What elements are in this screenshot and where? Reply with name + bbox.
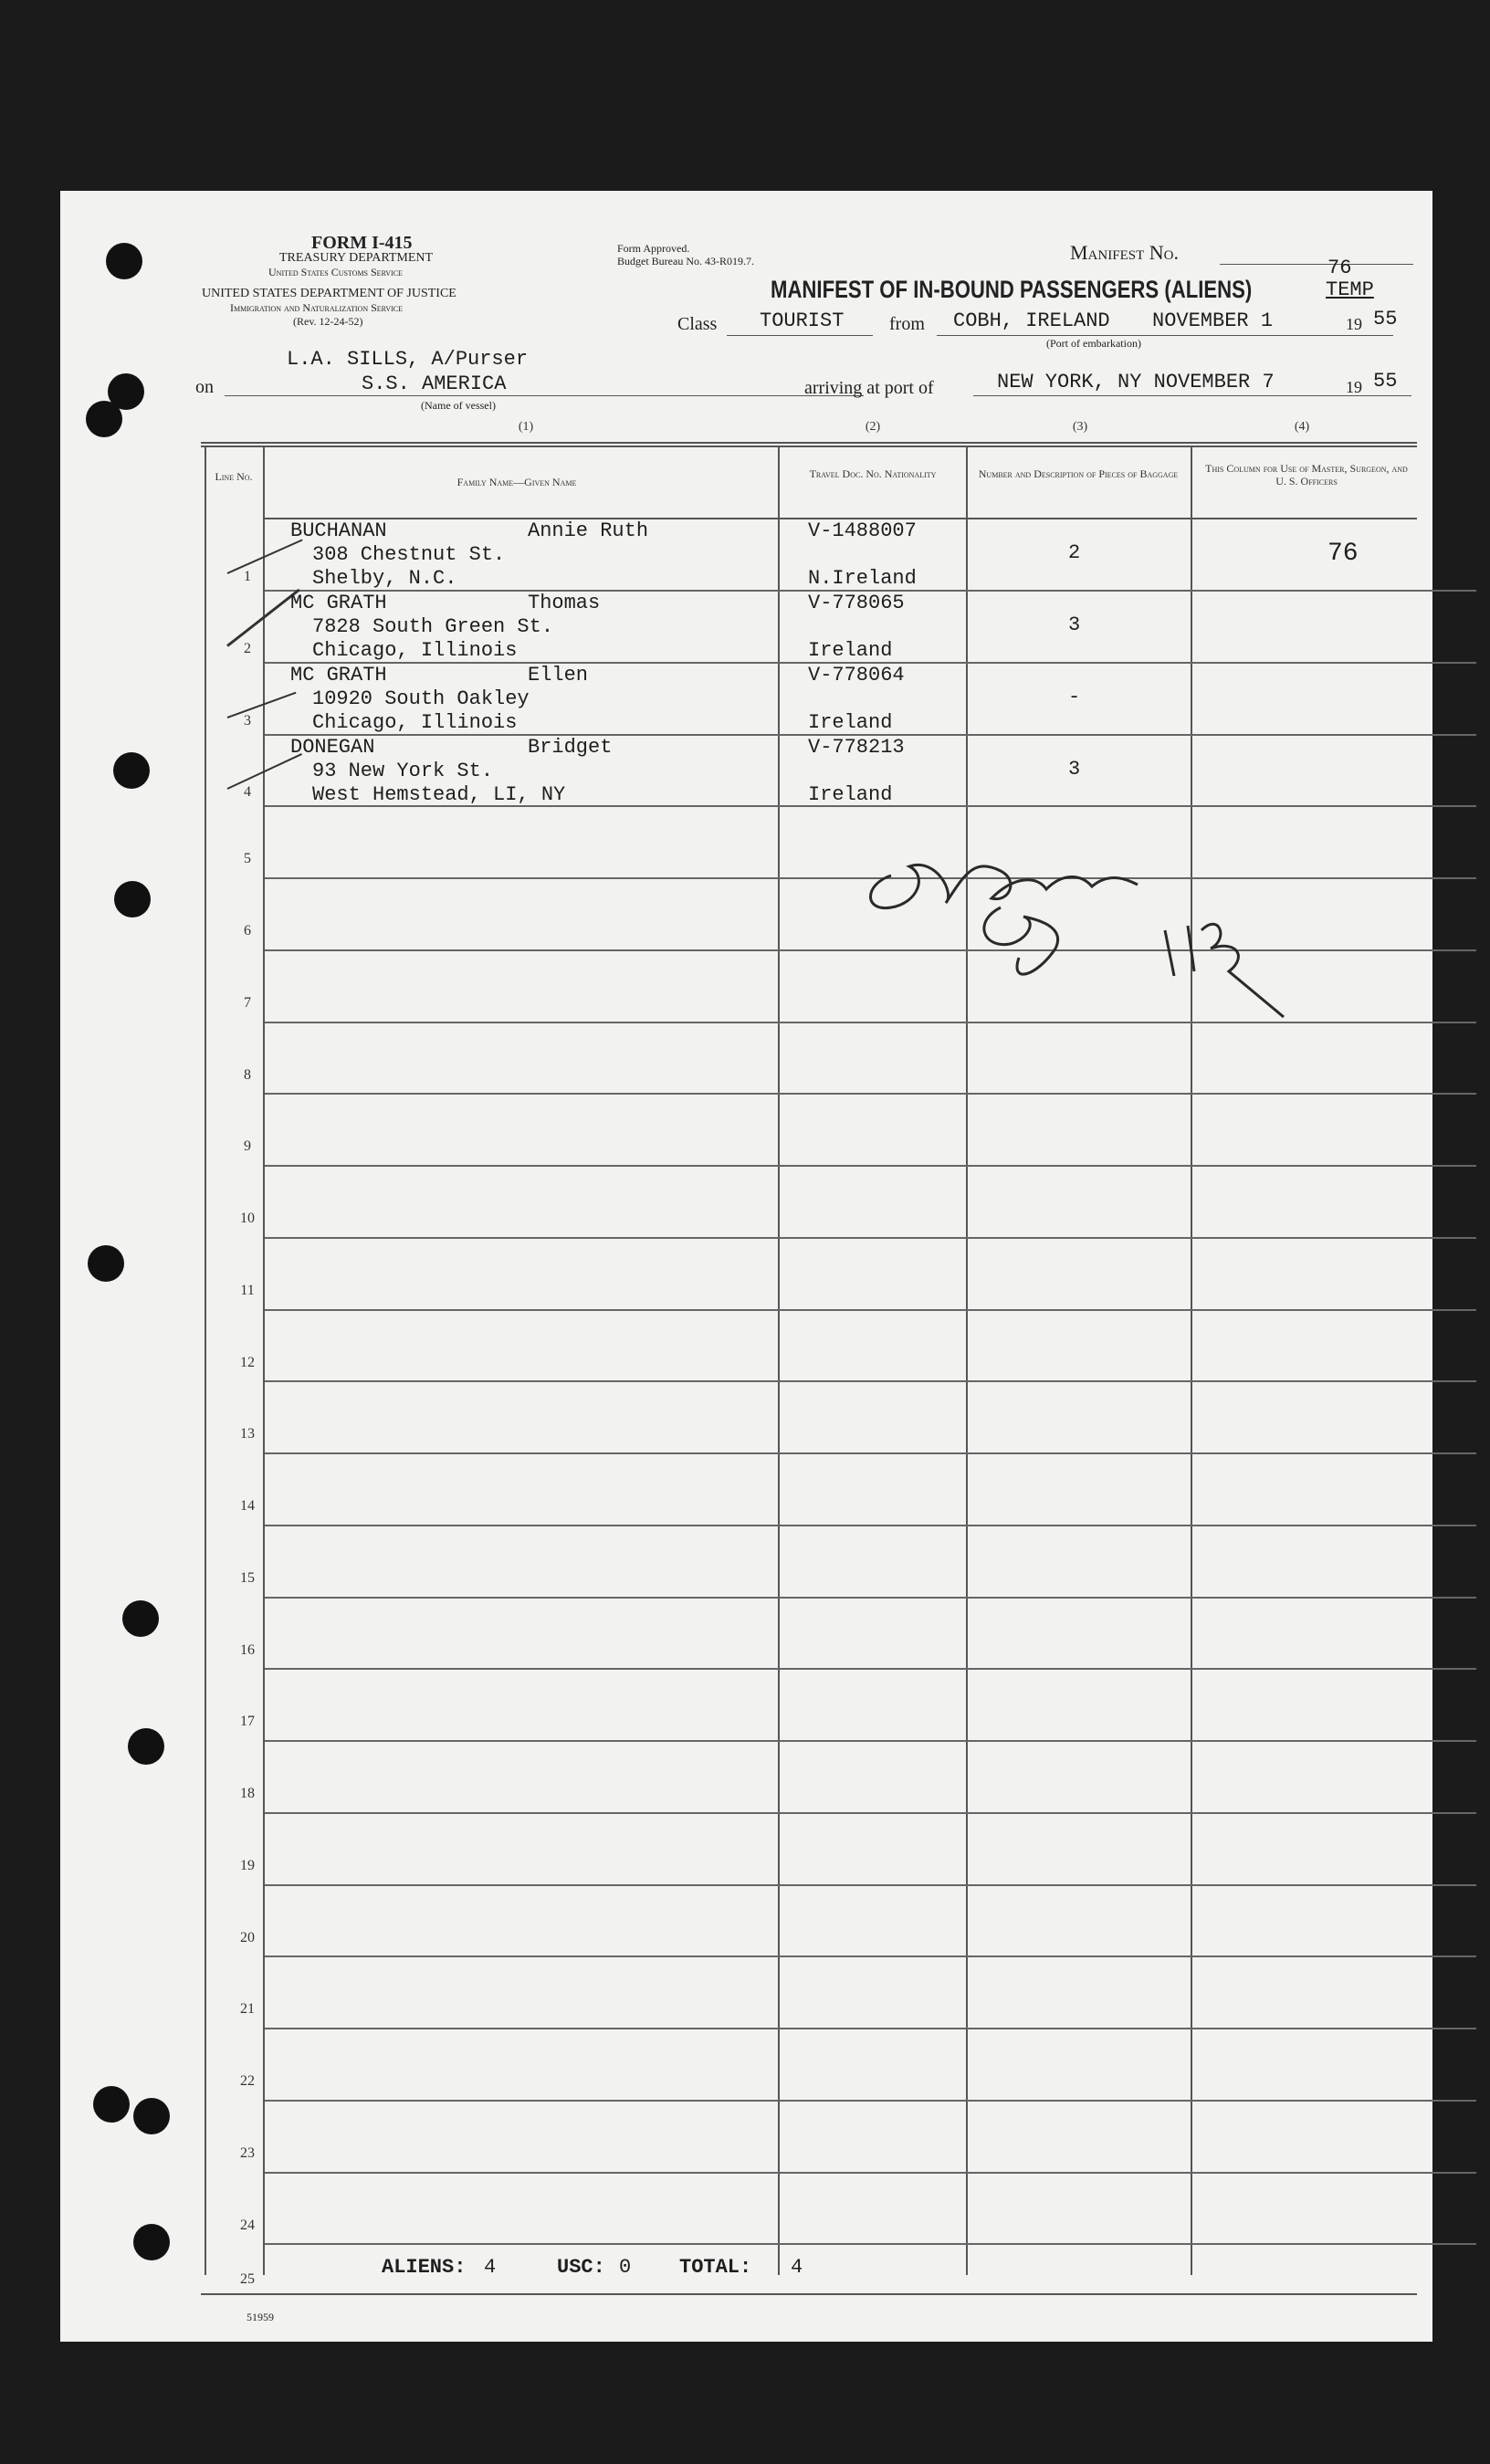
- address-line-1: 93 New York St.: [312, 760, 494, 782]
- line-number: 20: [240, 1930, 255, 1945]
- budget-bureau: Budget Bureau No. 43-R019.7.: [617, 255, 754, 267]
- col-num-4: (4): [1294, 420, 1310, 434]
- punch-hole: [113, 752, 150, 789]
- ins-service: Immigration and Naturalization Service: [230, 301, 404, 314]
- line-number: 23: [240, 2145, 255, 2161]
- family-name: MC GRATH: [290, 664, 387, 687]
- line-number: 7: [244, 995, 251, 1011]
- address-line-1: 308 Chestnut St.: [312, 543, 506, 566]
- line-number: 16: [240, 1642, 255, 1658]
- col-header-name: Family Name—Given Name: [456, 476, 577, 488]
- from-label: from: [889, 314, 925, 334]
- line-number: 9: [244, 1138, 251, 1154]
- line-number: 24: [240, 2218, 255, 2233]
- col-header-officers: This Column for Use of Master, Surgeon, and U. S. Officers: [1205, 462, 1408, 488]
- punch-hole: [114, 881, 151, 917]
- line-number: 17: [240, 1714, 255, 1729]
- nationality: N.Ireland: [808, 567, 917, 590]
- baggage-count: 2: [1068, 541, 1081, 564]
- address-line-2: Chicago, Illinois: [312, 711, 518, 734]
- total-count: 4: [791, 2256, 803, 2279]
- vessel-caption: (Name of vessel): [421, 399, 496, 412]
- line-number: 8: [244, 1067, 251, 1083]
- address-line-1: 7828 South Green St.: [312, 615, 554, 638]
- baggage-count: 3: [1068, 758, 1081, 781]
- line-number: 2: [244, 641, 251, 656]
- address-line-2: Chicago, Illinois: [312, 639, 518, 662]
- treasury-dept: TREASURY DEPARTMENT: [279, 251, 434, 265]
- manifest-no-label: Manifest No.: [1070, 241, 1179, 264]
- given-name: Thomas: [528, 592, 601, 614]
- from-value: COBH, IRELAND: [953, 309, 1110, 332]
- punch-hole: [122, 1600, 159, 1637]
- purser: L.A. SILLS, A/Purser: [287, 348, 529, 371]
- punch-hole: [93, 2086, 130, 2123]
- line-number: 5: [244, 851, 251, 866]
- address-line-2: Shelby, N.C.: [312, 567, 457, 590]
- manifest-suffix: TEMP: [1326, 278, 1374, 301]
- address-line-2: West Hemstead, LI, NY: [312, 783, 566, 806]
- year-1: 55: [1373, 308, 1398, 330]
- nationality: Ireland: [808, 639, 893, 662]
- justice-dept: UNITED STATES DEPARTMENT OF JUSTICE: [202, 287, 456, 300]
- travel-doc-no: V-778064: [808, 664, 905, 687]
- class-label: Class: [677, 314, 718, 334]
- travel-doc-no: V-778213: [808, 736, 905, 759]
- baggage-count: -: [1068, 686, 1081, 708]
- col-num-3: (3): [1072, 420, 1088, 434]
- aliens-count: 4: [484, 2256, 497, 2279]
- line-number: 1: [244, 569, 251, 584]
- year-prefix-1: 19: [1346, 315, 1362, 333]
- line-number: 6: [244, 923, 251, 938]
- family-name: BUCHANAN: [290, 519, 387, 542]
- year-prefix-2: 19: [1346, 378, 1362, 396]
- family-name: DONEGAN: [290, 736, 375, 759]
- arrival-port: NEW YORK, NY NOVEMBER 7: [997, 371, 1275, 393]
- travel-doc-no: V-778065: [808, 592, 905, 614]
- manifest-no: 76: [1327, 257, 1352, 279]
- class-value: TOURIST: [760, 309, 845, 332]
- officer-signature: [855, 821, 1348, 1076]
- punch-hole: [133, 2098, 170, 2134]
- total-label: TOTAL:: [679, 2256, 752, 2279]
- line-number: 4: [244, 784, 251, 800]
- on-label: on: [195, 377, 214, 397]
- nationality: Ireland: [808, 783, 893, 806]
- punch-hole: [88, 1245, 124, 1282]
- line-number: 21: [240, 2001, 255, 2017]
- nationality: Ireland: [808, 711, 893, 734]
- col-header-baggage: Number and Description of Pieces of Baggage: [978, 467, 1179, 480]
- address-line-1: 10920 South Oakley: [312, 687, 530, 710]
- punch-hole: [128, 1728, 164, 1765]
- manifest-title: MANIFEST OF IN-BOUND PASSENGERS (ALIENS): [771, 276, 1253, 303]
- form-number: FORM I-415: [311, 233, 413, 253]
- revision: (Rev. 12-24-52): [293, 315, 363, 328]
- usc-count: 0: [619, 2256, 632, 2279]
- line-number: 25: [240, 2271, 255, 2287]
- line-number: 10: [240, 1211, 255, 1226]
- punch-hole: [86, 401, 122, 437]
- line-number: 18: [240, 1786, 255, 1801]
- manifest-page: [60, 191, 1432, 2342]
- usc-label: USC:: [557, 2256, 605, 2279]
- punch-hole: [133, 2224, 170, 2260]
- col-header-line: Line No.: [215, 470, 253, 483]
- punch-hole: [106, 243, 142, 279]
- given-name: Ellen: [528, 664, 589, 687]
- form-approved: Form Approved.: [617, 242, 690, 255]
- line-number: 13: [240, 1426, 255, 1442]
- port-embark-caption: (Port of embarkation): [1046, 337, 1141, 350]
- line-number: 22: [240, 2073, 255, 2089]
- footer-code: 51959: [247, 2311, 274, 2323]
- line-number: 3: [244, 713, 251, 729]
- family-name: MC GRATH: [290, 592, 387, 614]
- line-number: 14: [240, 1498, 255, 1514]
- given-name: Bridget: [528, 736, 613, 759]
- line-number: 15: [240, 1570, 255, 1586]
- embark-date: NOVEMBER 1: [1152, 309, 1274, 332]
- travel-doc-no: V-1488007: [808, 519, 917, 542]
- col-num-1: (1): [518, 420, 534, 434]
- col-num-2: (2): [865, 420, 881, 434]
- given-name: Annie Ruth: [528, 519, 649, 542]
- line-number: 19: [240, 1858, 255, 1873]
- officer-note: 76: [1327, 540, 1359, 568]
- vessel-name: S.S. AMERICA: [362, 372, 507, 395]
- arriving-label: arriving at port of: [804, 378, 934, 398]
- line-number: 11: [240, 1283, 255, 1298]
- baggage-count: 3: [1068, 613, 1081, 636]
- col-header-travel: Travel Doc. No. Nationality: [809, 467, 937, 480]
- year-2: 55: [1373, 370, 1398, 393]
- line-number: 12: [240, 1355, 255, 1370]
- aliens-label: ALIENS:: [382, 2256, 467, 2279]
- customs-service: United States Customs Service: [268, 266, 403, 278]
